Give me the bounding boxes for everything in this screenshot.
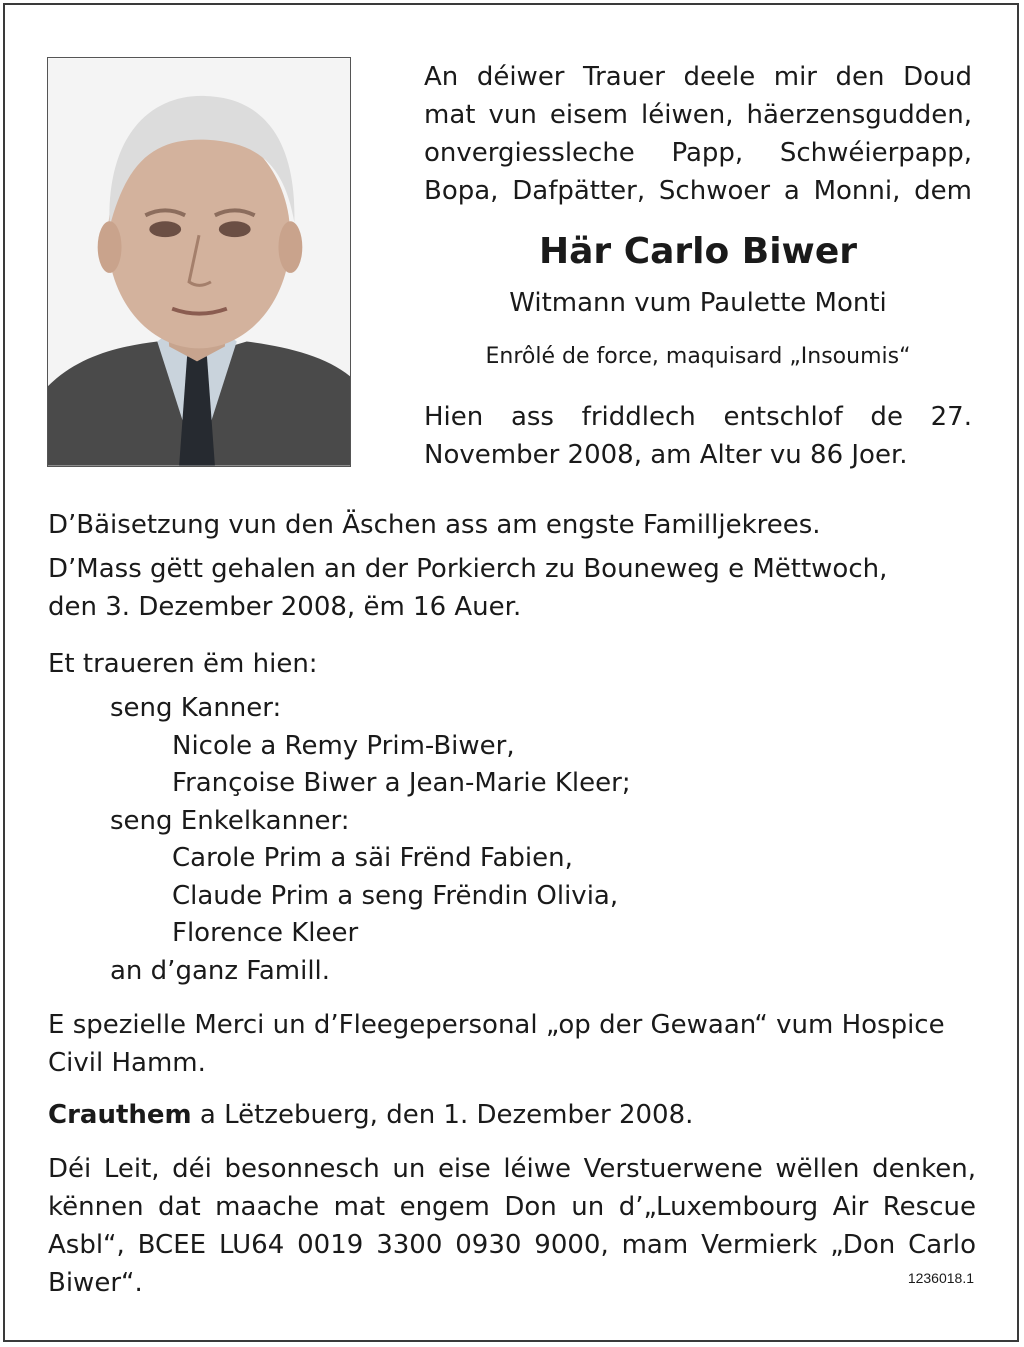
- intro-line: mat vun eisem léiwen, häerzensgudden,: [424, 100, 972, 130]
- intro-paragraph: [424, 58, 972, 210]
- place-town: Crauthem: [48, 1100, 192, 1130]
- child-entry: Françoise Biwer a Jean-Marie Kleer;: [172, 768, 631, 798]
- thanks-line: E spezielle Merci un d’Fleegepersonal „op der Gewaan“ vum Hospice: [48, 1010, 945, 1040]
- death-paragraph: [424, 398, 972, 474]
- grandchild-entry: Claude Prim a seng Frëndin Olivia,: [172, 881, 619, 911]
- deceased-name: Här Carlo Biwer: [539, 231, 857, 272]
- donation-line: Asbl“, BCEE LU64 0019 3300 0930 9000, mam Vermierk „Don Carlo: [48, 1230, 976, 1260]
- intro-line: An déiwer Trauer deele mir den Doud: [424, 62, 972, 92]
- death-line: November 2008, am Alter vu 86 Joer.: [424, 440, 908, 470]
- place-date: a Lëtzebuerg, den 1. Dezember 2008.: [191, 1100, 694, 1130]
- grandchild-entry: Carole Prim a säi Frënd Fabien,: [172, 843, 573, 873]
- widower-line: Witmann vum Paulette Monti: [509, 288, 887, 318]
- children-label: seng Kanner:: [110, 693, 282, 723]
- mourners-heading: Et traueren ëm hien:: [48, 649, 318, 679]
- enrole-line: Enrôlé de force, maquisard „Insoumis“: [485, 344, 911, 369]
- reference-number: 1236018.1: [907, 1270, 974, 1286]
- intro-line: onvergiessleche Papp, Schwéierpapp,: [424, 138, 972, 168]
- place-date-line: [48, 1096, 693, 1134]
- family-line: an d’ganz Famill.: [110, 956, 331, 986]
- thanks-paragraph: [48, 1006, 976, 1082]
- mass-paragraph: [48, 550, 976, 626]
- grandchild-entry: Florence Kleer: [172, 918, 359, 948]
- portrait-photo: [47, 57, 351, 467]
- donation-line: Déi Leit, déi besonnesch un eise léiwe Verstuerwene wëllen denken,: [48, 1154, 976, 1184]
- intro-line: Bopa, Dafpätter, Schwoer a Monni, dem: [424, 176, 972, 206]
- child-entry: Nicole a Remy Prim-Biwer,: [172, 731, 515, 761]
- thanks-line: Civil Hamm.: [48, 1048, 206, 1078]
- donation-line: kënnen dat maache mat engem Don un d’„Luxembourg Air Rescue: [48, 1192, 976, 1222]
- donation-line: Biwer“.: [48, 1268, 143, 1298]
- donation-paragraph: [48, 1150, 976, 1302]
- death-line: Hien ass friddlech entschlof de 27.: [424, 402, 972, 432]
- mass-line: den 3. Dezember 2008, ëm 16 Auer.: [48, 592, 522, 622]
- burial-line: D’Bäisetzung vun den Äschen ass am engste Familljekrees.: [48, 510, 821, 540]
- mass-line: D’Mass gëtt gehalen an der Porkierch zu Bouneweg e Mëttwoch,: [48, 554, 888, 584]
- grandchildren-label: seng Enkelkanner:: [110, 806, 350, 836]
